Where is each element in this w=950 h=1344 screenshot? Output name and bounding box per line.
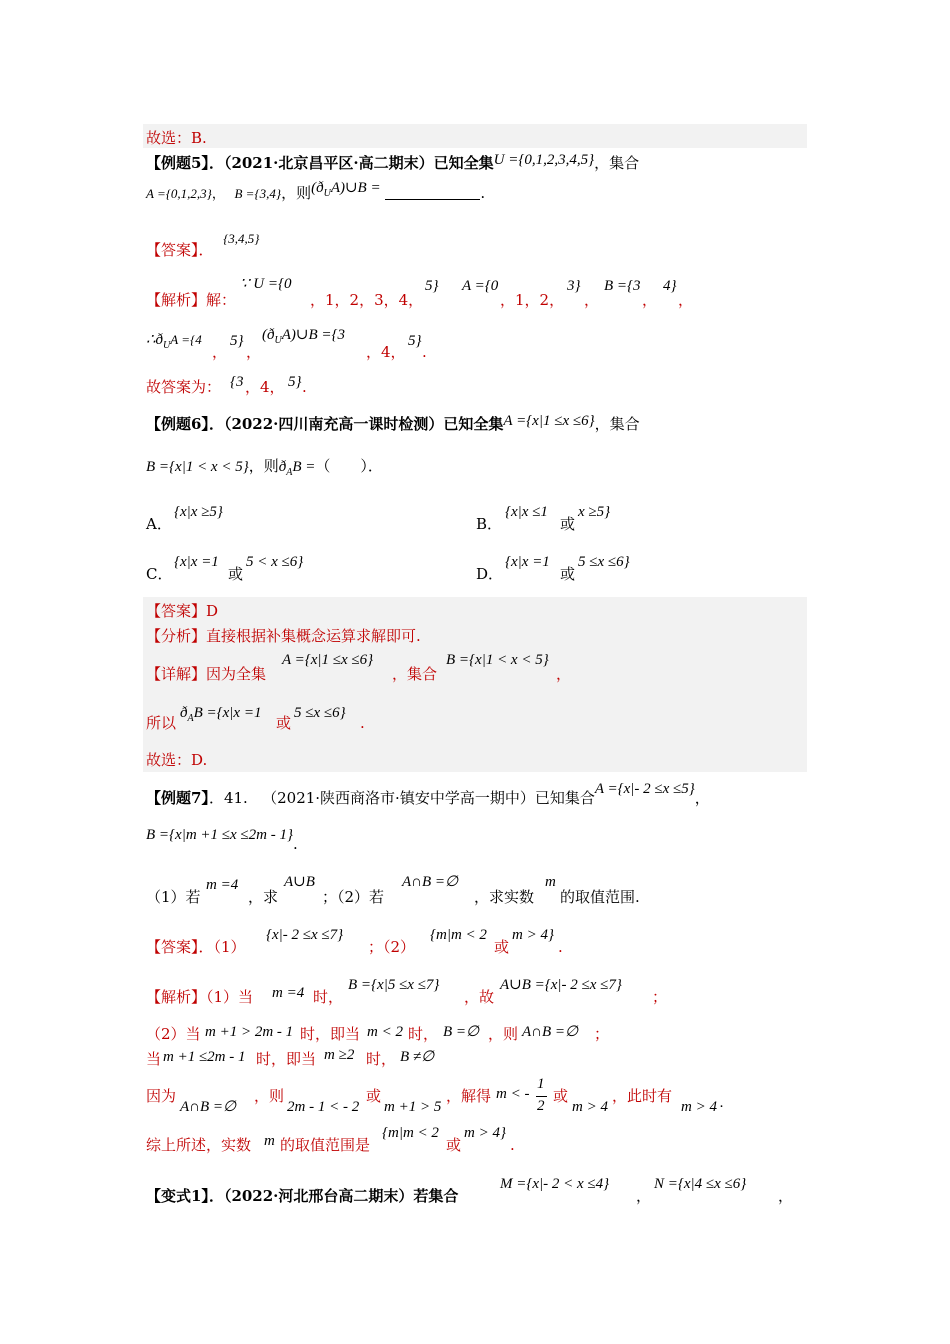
math-expr: m > 4} (464, 1125, 506, 1141)
example5-analysis-line2 (146, 330, 202, 356)
math-expr: m < - (496, 1086, 530, 1102)
text: 时， (313, 988, 344, 1006)
text: 时，即当 (256, 1050, 317, 1068)
example7-answer-line (146, 937, 246, 957)
text: （ ）． (315, 457, 383, 475)
fraction-denominator: 2 (537, 1098, 545, 1114)
math-expr: B = (292, 459, 316, 475)
math-expr: {3,4,5} (223, 231, 260, 246)
text: . (480, 184, 486, 202)
text: . (302, 378, 307, 396)
math-expr: m > 4 (681, 1099, 717, 1115)
text: 时， (408, 1025, 439, 1043)
text: ，4， (366, 343, 406, 361)
analysis-label: 【解析】 (146, 291, 207, 309)
text: 综上所述，实数 (146, 1136, 252, 1154)
text: ，则 (254, 1087, 285, 1105)
text: 因为 (146, 1087, 177, 1105)
highlight-band (143, 597, 807, 772)
math-expr: {m|m < 2 (382, 1125, 439, 1141)
text: ， (636, 1187, 652, 1205)
text: ，故 (464, 988, 495, 1006)
option-d-label: D． (476, 565, 504, 583)
choose-text: 故选：B. (146, 129, 207, 147)
math-expr: 3} (567, 278, 581, 294)
example-source: ．（2021·北京昌平区·高二期末）已知全集 (208, 154, 494, 172)
math-expr: A∩B =∅ (402, 874, 459, 890)
example-label: 【例题6】 (146, 415, 209, 433)
example5-answer-line (146, 231, 260, 261)
fraction-numerator: 1 (537, 1076, 545, 1092)
solution-line2 (146, 1024, 201, 1044)
text: ， (678, 291, 694, 309)
text: 或 (228, 565, 244, 583)
answer-label: 【答案】 (146, 938, 199, 956)
example6-title-line (146, 414, 640, 435)
math-expr: B ≠∅ (400, 1049, 435, 1065)
math-expr: (ð (262, 327, 275, 343)
text: 时， (366, 1050, 397, 1068)
example-label: 【例题7】 (146, 789, 209, 807)
math-expr: A ={x|1 ≤x ≤6} (503, 413, 595, 429)
text: ，1，2， (500, 291, 565, 309)
math-expr: m =4 (206, 877, 239, 893)
example5-line2 (146, 180, 486, 210)
text: . (510, 1136, 515, 1154)
math-expr: ð (278, 459, 287, 475)
text: 或 (276, 714, 292, 732)
option-d-value: 5 ≤x ≤6} (578, 554, 630, 570)
example7-question-line (146, 887, 201, 907)
text: 的取值范围是 (280, 1136, 371, 1154)
math-expr: m +1 ≤2m - 1 (163, 1049, 246, 1065)
math-sub: U (323, 188, 331, 199)
text: 当 (146, 1050, 162, 1068)
math-expr: B ={x|1 < x < 5} (446, 652, 549, 668)
solution-line1 (146, 987, 253, 1007)
text: ，则 (281, 184, 312, 202)
math-expr: N ={x|4 ≤x ≤6} (654, 1176, 747, 1192)
math-expr: 5} (230, 333, 244, 349)
math-expr: B ={x|m +1 ≤x ≤2m - 1} (146, 827, 293, 843)
text: ， (694, 789, 710, 807)
example5-title-line (146, 153, 639, 174)
math-expr: m +1 > 5 (384, 1099, 442, 1115)
text: ，求 (248, 888, 279, 906)
math-expr: A∩B =∅ (180, 1099, 237, 1115)
text: 解： (206, 291, 237, 309)
highlight-band (143, 124, 807, 148)
text: 或 (560, 565, 576, 583)
text: 的取值范围. (560, 888, 640, 906)
so-line (146, 713, 176, 733)
math-expr: 5} (408, 333, 422, 349)
text: . (720, 1095, 724, 1111)
math-sub: A (187, 713, 194, 724)
math-expr: B ={3 (604, 278, 641, 294)
math-expr: {x|- 2 ≤x ≤7} (266, 927, 344, 943)
math-sub: A (286, 467, 293, 478)
variant-source: ．（2022·河北邢台高二期末）若集合 (208, 1187, 459, 1205)
text: ； (594, 1025, 610, 1043)
text: ．（1） (198, 938, 246, 956)
math-expr: A∪B ={x|- 2 ≤x ≤7} (500, 977, 622, 993)
text: 【详解】因为全集 (146, 665, 267, 683)
text: 或 (560, 515, 576, 533)
choose-line (146, 128, 207, 148)
text: 【解析】（1）当 (146, 988, 254, 1006)
math-expr: ∴ð (146, 332, 164, 348)
math-expr: 4} (663, 278, 677, 294)
option-c-label: C． (146, 565, 173, 583)
text: ，此时有 (612, 1087, 673, 1105)
math-expr: A ={x|1 ≤x ≤6} (282, 652, 374, 668)
math-expr: ∵ U ={0 (240, 276, 292, 292)
math-expr: A∪B (284, 874, 315, 890)
math-expr: {3 (230, 374, 244, 390)
option-b-label: B． (476, 515, 503, 533)
option-a-value: {x|x ≥5} (174, 504, 223, 520)
math-expr: 2m - 1 < - 2 (287, 1099, 360, 1115)
math-expr: A ={x|- 2 ≤x ≤5} (594, 781, 695, 797)
math-expr: m =4 (272, 985, 305, 1001)
math-expr: m (545, 874, 556, 890)
math-expr: 5} (425, 278, 439, 294)
text: ；（2） (368, 938, 416, 956)
example-source: ．（2022·四川南充高一课时检测）已知全集 (208, 415, 504, 433)
option-b-value: {x|x ≤1 (505, 504, 548, 520)
text: . (558, 938, 563, 956)
option-a-label: A． (146, 515, 172, 533)
math-expr: U ={0,1,2,3,4,5} (493, 152, 595, 168)
option-b-value: x ≥5} (578, 504, 611, 520)
math-expr: m (264, 1133, 275, 1149)
text: ，解得 (446, 1087, 492, 1105)
option-c-value: {x|x =1 (174, 554, 219, 570)
math-expr: M ={x|- 2 < x ≤4} (500, 1176, 610, 1192)
math-expr: B =∅ (443, 1024, 480, 1040)
text: ，则 (488, 1025, 519, 1043)
math-expr: ð (180, 705, 188, 721)
text: ；（2）若 (322, 888, 385, 906)
math-expr: m < 2 (367, 1024, 403, 1040)
text: ，求实数 (474, 888, 535, 906)
math-sub: U (163, 340, 171, 351)
solution-line3 (146, 1049, 161, 1069)
text: ； (652, 988, 668, 1006)
answer-line: 【答案】D (146, 602, 219, 620)
math-expr: {m|m < 2 (430, 927, 487, 943)
text: ， (246, 343, 262, 361)
text: ．41. (208, 789, 248, 807)
text: ， (778, 1187, 794, 1205)
text: ． (198, 241, 214, 259)
text: ，集合 (594, 154, 640, 172)
math-expr: B ={x|x =1 (193, 705, 262, 721)
text: ，1，2，3，4， (310, 291, 424, 309)
example-label: 【例题5】 (146, 154, 209, 172)
math-expr: 5 ≤x ≤6} (294, 705, 346, 721)
math-expr: B ={x|1 < x < 5} (146, 459, 249, 475)
analysis-line: 【分析】直接根据补集概念运算求解即可. (146, 627, 421, 645)
text: 时，即当 (300, 1025, 361, 1043)
math-sub: U (274, 335, 282, 346)
text: ，4， (245, 378, 285, 396)
text: ， (584, 291, 600, 309)
math-expr: A ={4 (170, 332, 202, 347)
math-expr: m ≥2 (324, 1047, 355, 1063)
math-expr: A∩B =∅ (522, 1024, 579, 1040)
math-expr: m > 4} (512, 927, 554, 943)
answer-blank (385, 185, 480, 200)
example5-final-line (146, 377, 221, 397)
solution-line4 (146, 1086, 176, 1106)
math-expr: A ={0,1,2,3} (146, 186, 212, 201)
text: ，集合 (392, 665, 438, 683)
math-expr: 5} (288, 374, 302, 390)
text: （1）若 (146, 888, 201, 906)
math-expr: A ={0 (462, 278, 499, 294)
text: 所以 (146, 714, 177, 732)
example7-line2 (146, 824, 298, 853)
variant1-title-line (146, 1186, 458, 1206)
text: 故答案为： (146, 378, 222, 396)
math-expr: B ={x|5 ≤x ≤7} (348, 977, 440, 993)
detail-line (146, 664, 266, 684)
text: ，则 (248, 457, 279, 475)
text: ， (212, 343, 228, 361)
example7-title-line (146, 781, 710, 809)
text: 或 (446, 1136, 462, 1154)
text: . (360, 714, 365, 732)
text: ， (556, 665, 572, 683)
text: ，集合 (594, 415, 640, 433)
option-c-value: 5 < x ≤6} (246, 554, 304, 570)
text: 或 (366, 1087, 382, 1105)
math-expr: A)∪B ={3 (281, 327, 345, 343)
text: 或 (494, 938, 510, 956)
example6-line2 (146, 456, 383, 483)
solution-line5 (146, 1135, 251, 1155)
math-expr: (ð (311, 180, 324, 196)
text: ， (211, 187, 225, 202)
math-expr: B ={3,4} (234, 186, 282, 201)
choose-line: 故选：D. (146, 751, 208, 769)
variant-label: 【变式1】 (146, 1187, 209, 1205)
math-expr: m +1 > 2m - 1 (205, 1024, 294, 1040)
math-expr: m > 4 (572, 1099, 608, 1115)
text: ， (642, 291, 658, 309)
text: . (422, 343, 427, 361)
example-source: （2021·陕西商洛市·镇安中学高一期中）已知集合 (262, 789, 595, 807)
option-d-value: {x|x =1 (505, 554, 550, 570)
text: 或 (553, 1087, 569, 1105)
math-expr: A)∪B = (330, 180, 381, 196)
answer-label: 【答案】 (146, 241, 199, 259)
text: . (292, 835, 298, 853)
text: （2）当 (146, 1025, 201, 1043)
example5-analysis-line (146, 290, 236, 310)
